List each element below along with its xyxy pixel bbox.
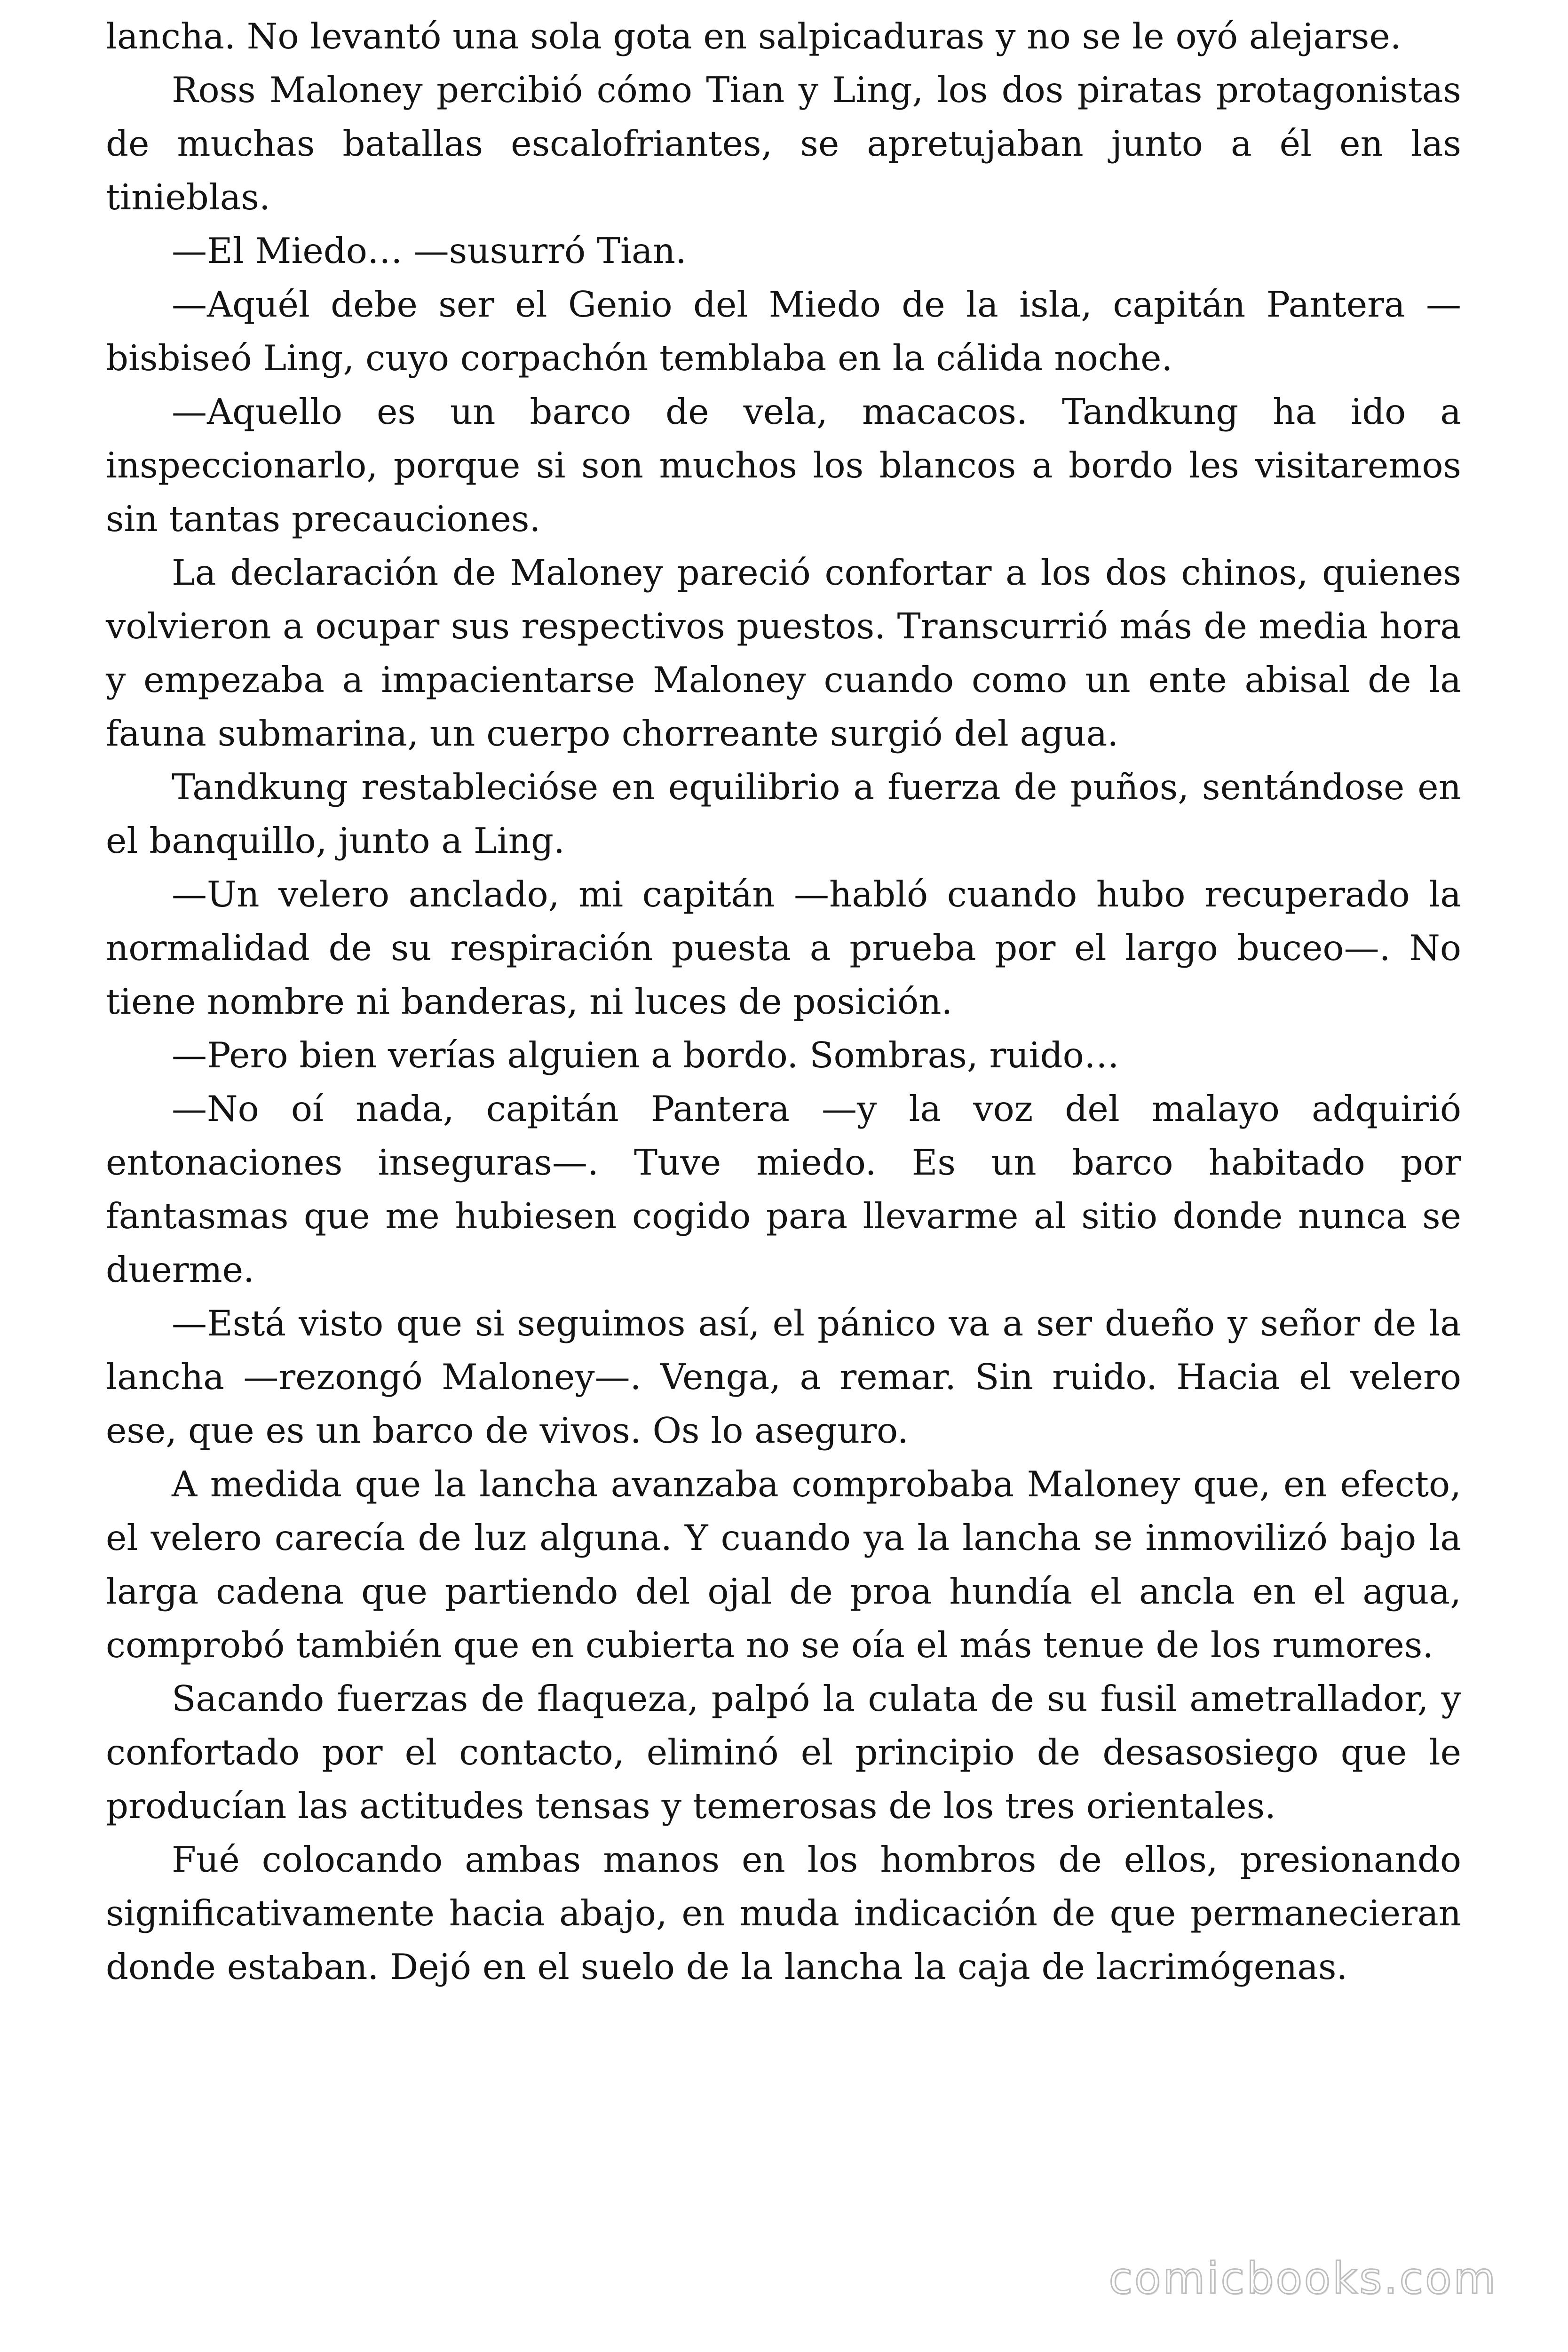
paragraph: —Aquello es un barco de vela, macacos. Tandkung ha ido a inspeccionarlo, porque si son muchos los blancos a bordo les visitaremos sin tantas precauciones. (106, 391, 1461, 540)
paragraph: —Pero bien verías alguien a bordo. Sombras, ruido… (172, 1034, 1119, 1076)
paragraph: Fué colocando ambas manos en los hombros de ellos, presionando significativamente hacia abajo, en muda indicación de que permanecieran donde estaban. Dejó en el suelo de la lancha la caja de lacrimógenas. (106, 1839, 1461, 1987)
paragraph: —Está visto que si seguimos así, el pánico va a ser dueño y señor de la lancha —rezongó Maloney—. Venga, a remar. Sin ruido. Hacia el velero ese, que es un barco de vivos. Os lo aseguro. (106, 1303, 1461, 1451)
paragraph: —Un velero anclado, mi capitán —habló cuando hubo recuperado la normalidad de su respiración puesta a prueba por el largo buceo—. No tiene nombre ni banderas, ni luces de posición. (106, 874, 1461, 1022)
watermark: comicbooks.com (1109, 2253, 1497, 2304)
paragraph: Sacando fuerzas de flaqueza, palpó la culata de su fusil ametrallador, y confortado por el contacto, eliminó el principio de desasosiego que le producían las actitudes tensas y temerosas de los tres orientales. (106, 1678, 1461, 1827)
paragraph: Ross Maloney percibió cómo Tian y Ling, los dos piratas protagonistas de muchas batallas escalofriantes, se apretujaban junto a él en las tinieblas. (106, 69, 1461, 218)
paragraph: —Aquél debe ser el Genio del Miedo de la isla, capitán Pantera —bisbiseó Ling, cuyo corpachón temblaba en la cálida noche. (106, 284, 1461, 379)
book-page-text (106, 9, 1461, 1994)
paragraph: —El Miedo… —susurró Tian. (172, 230, 687, 271)
paragraph: A medida que la lancha avanzaba comprobaba Maloney que, en efecto, el velero carecía de luz alguna. Y cuando ya la lancha se inmovilizó bajo la larga cadena que partiendo del ojal de proa hundía el ancla en el agua, comprobó también que en cubierta no se oía el más tenue de los rumores. (106, 1463, 1461, 1666)
paragraph: Tandkung restablecióse en equilibrio a fuerza de puños, sentándose en el banquillo, junto a Ling. (106, 766, 1461, 861)
paragraph: La declaración de Maloney pareció confortar a los dos chinos, quienes volvieron a ocupar sus respectivos puestos. Transcurrió más de media hora y empezaba a impacientarse Maloney cuando como un ente abisal de la fauna submarina, un cuerpo chorreante surgió del agua. (106, 552, 1461, 754)
paragraph: —No oí nada, capitán Pantera —y la voz del malayo adquirió entonaciones inseguras—. Tuve miedo. Es un barco habitado por fantasmas que me hubiesen cogido para llevarme al sitio donde nunca se duerme. (106, 1088, 1461, 1290)
paragraph: lancha. No levantó una sola gota en salpicaduras y no se le oyó alejarse. (106, 16, 1402, 57)
